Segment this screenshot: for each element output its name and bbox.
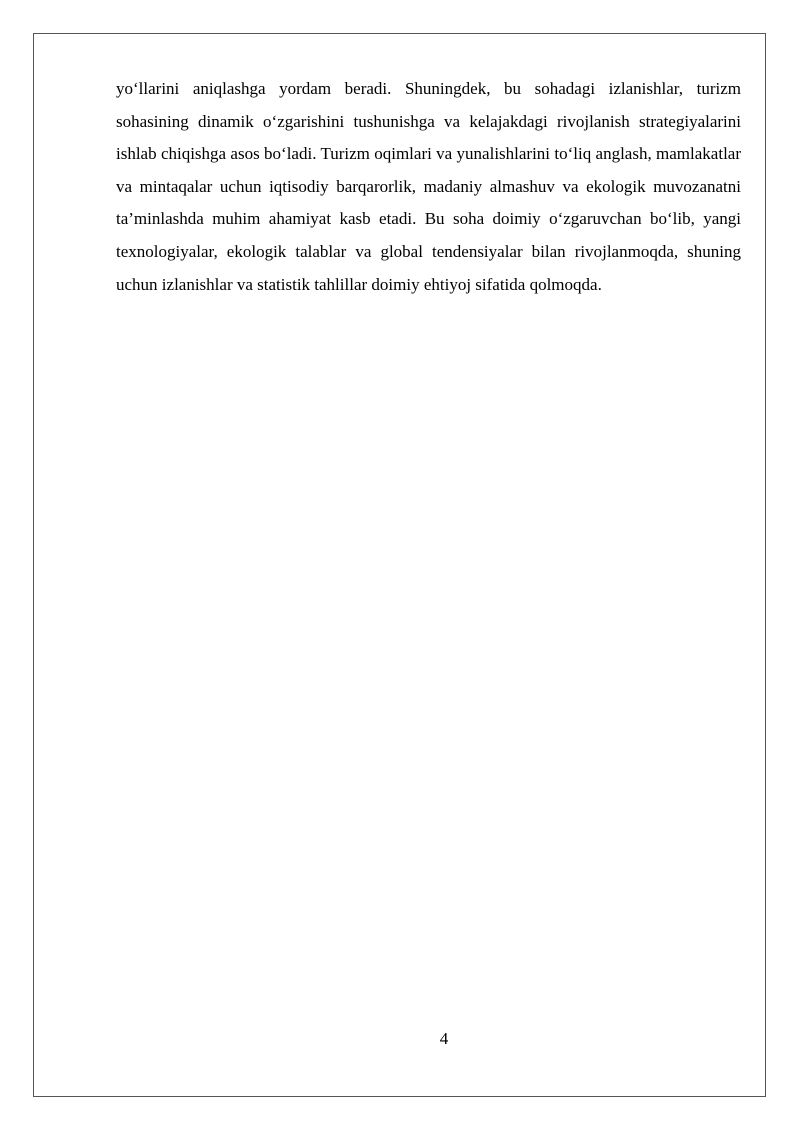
body-paragraph: yo‘llarini aniqlashga yordam beradi. Shuningdek, bu sohadagi izlanishlar, turizm sohasining dinamik o‘zgarishini tushunishga va kelajakdagi rivojlanish strategiyalarini ishlab chiqishga asos bo‘ladi. Turizm oqimlari va yunalishlarini to‘liq anglash, mamlakatlar va mintaqalar uchun iqtisodiy barqarorlik, madaniy almashuv va ekologik muvozanatni ta’minlashda muhim ahamiyat kasb etadi. Bu soha doimiy o‘zgaruvchan bo‘lib, yangi texnologiyalar, ekologik talablar va global tendensiyalar bilan rivojlanmoqda, shuning uchun izlanishlar va statistik tahlillar doimiy ehtiyoj sifatida qolmoqda. bbox=[116, 79, 741, 294]
page-number: 4 bbox=[439, 1029, 449, 1048]
